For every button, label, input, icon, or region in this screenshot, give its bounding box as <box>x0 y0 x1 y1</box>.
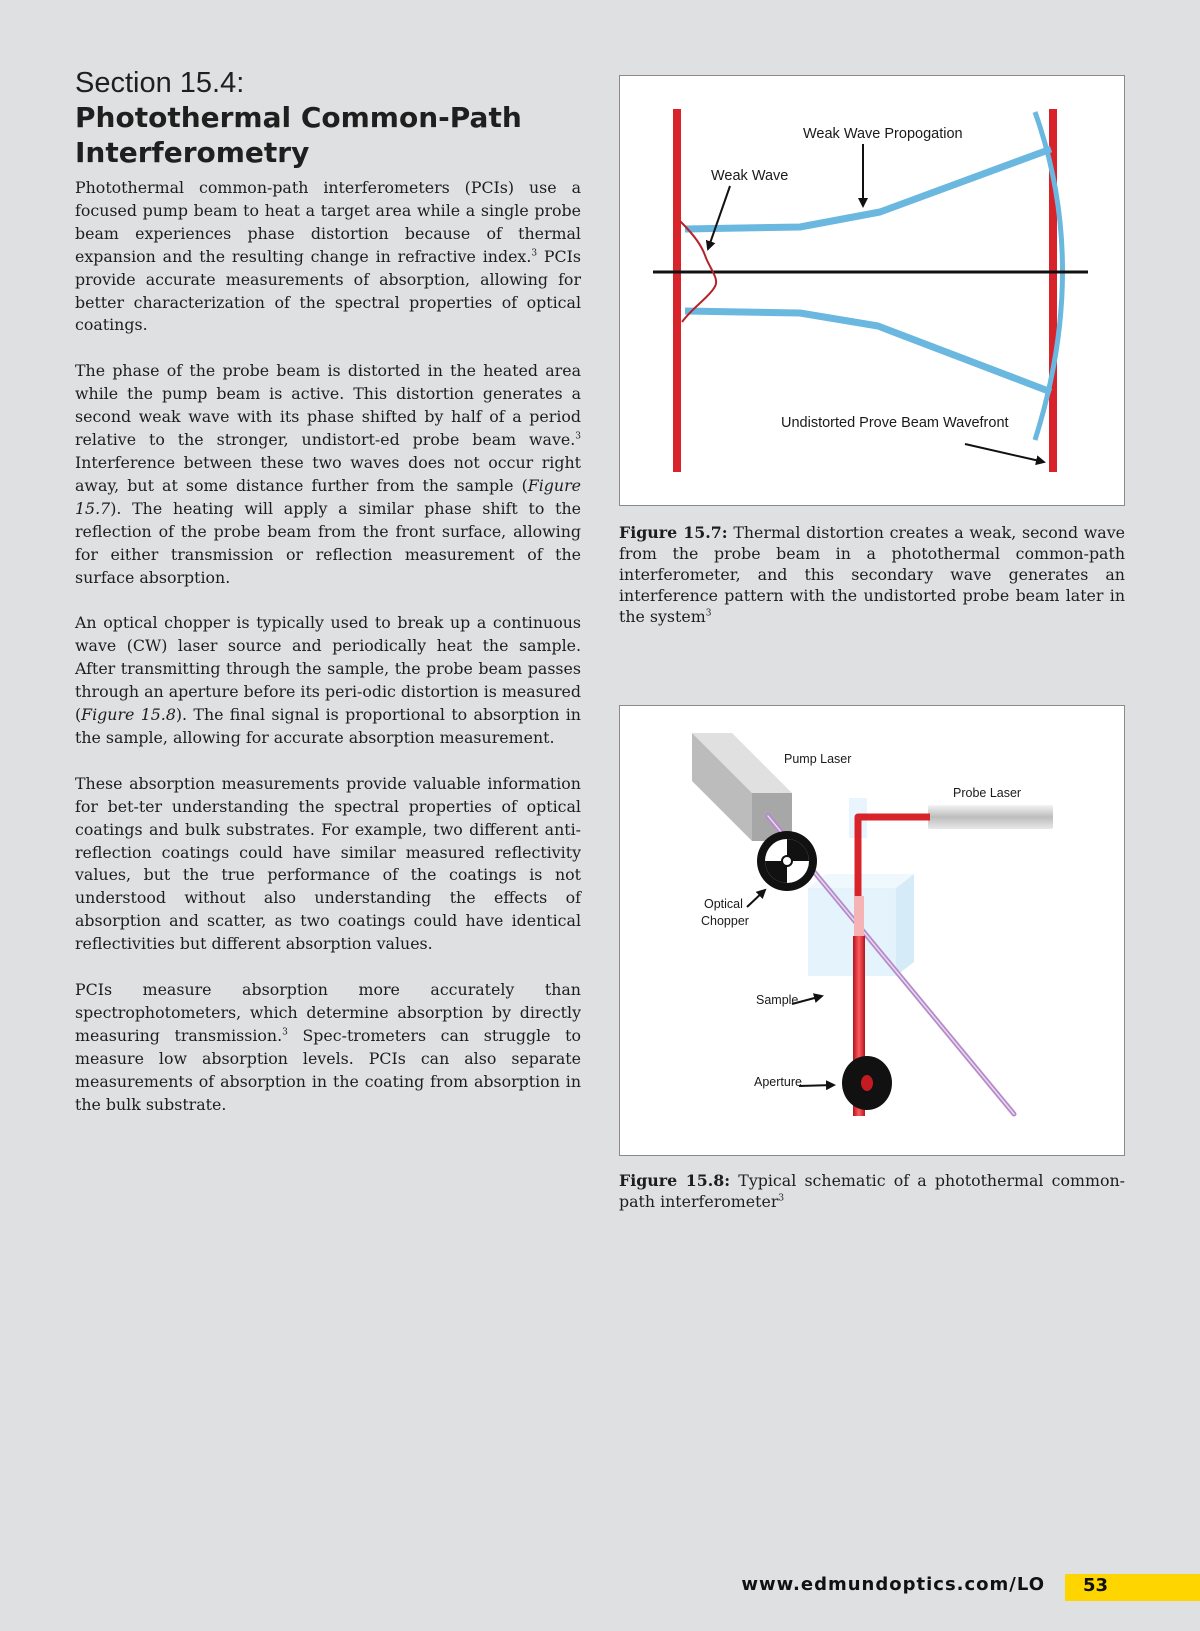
paragraph-5 <box>75 979 581 1116</box>
paragraph-4: These absorption measurements provide valuable information for bet-ter understanding the spectral properties of optical coatings and bulk substrates. For example, two different anti-reflection coatings could have similar measured reflectivity values, but the true performance of the coatings is not understood without also understanding the effects of absorption and scatter, as two coatings could have identical reflectivities but different absorption values. <box>75 773 581 954</box>
citation-superscript: 3 <box>575 431 581 442</box>
paragraph-2-text-a: The phase of the probe beam is distorted in the heated area while the pump beam is active. This distortion generates a second weak wave with its phase shifted by half of a period relative to the stronger, undistort-ed probe beam wave. <box>75 361 581 450</box>
upper-beam-edge <box>685 149 1051 229</box>
pump-laser-label: Pump Laser <box>784 752 852 766</box>
chopper-label: Chopper <box>701 914 749 928</box>
paragraph-2-text-c: ). The heating will apply a similar phase shift to the reflection of the probe beam from the front surface, allowing for either transmission or reflection measurement of the surface absorption. <box>75 498 581 587</box>
figure-15-8-diagram <box>619 705 1125 1156</box>
section-label: Section 15.4: <box>75 67 245 99</box>
paragraph-5-text-a: PCIs measure absorption more accurately than spectrophotometers, which determine absorption by directly measuring transmission. <box>75 980 581 1045</box>
paragraph-1 <box>75 177 581 337</box>
paragraph-2 <box>75 360 581 589</box>
weak-wave-arrow <box>708 186 730 249</box>
figure-15-7-caption <box>619 522 1125 627</box>
weak-wave-label: Weak Wave <box>711 168 789 184</box>
optical-chopper <box>757 831 817 891</box>
caption-text: Thermal distortion creates a weak, second wave from the probe beam in a photothermal common-path interferometer, and this secondary wave generates an interference pattern with the undistorted probe beam later in the system <box>619 523 1125 626</box>
citation-superscript: 3 <box>705 608 712 619</box>
lower-beam-edge <box>685 311 1051 392</box>
paragraph-1-text-a: Photothermal common-path interferometers (PCIs) use a focused pump beam to heat a target area while a single probe beam experiences phase distortion because of thermal expansion and the resulting change in refractive index. <box>75 178 581 266</box>
paragraph-2-text-b: Interference between these two waves does not occur right away, but at some distance further from the sample ( <box>75 452 581 495</box>
figure-reference: Figure 15.8 <box>81 705 176 725</box>
paragraph-5-text-b: Spec-trometers can struggle to measure low absorption levels. PCIs can also separate measurements of absorption in the coating from absorption in the bulk substrate. <box>75 1025 581 1114</box>
section-title: Photothermal Common-Path Interferometry <box>75 101 522 169</box>
probe-laser <box>928 805 1053 829</box>
page-number: 53 <box>1083 1575 1109 1596</box>
paragraph-1-text-b: PCIs provide accurate measurements of absorption, allowing for better characterization of the spectral properties of optical coatings. <box>75 246 581 335</box>
paragraph-3-text-b: ). The final signal is proportional to absorption in the sample, allowing for accurate absorption measurement. <box>75 705 581 747</box>
paragraph-3-text-a: An optical chopper is typically used to break up a continuous wave (CW) laser source and periodically heat the sample. After transmitting through the sample, the probe beam passes through an aperture before its peri-odic distortion is measured ( <box>75 613 581 725</box>
weak-wave-propagation-label: Weak Wave Propogation <box>803 126 963 142</box>
undistorted-arrow <box>965 444 1044 462</box>
main-text-column <box>75 66 581 1140</box>
figure-reference: Figure 15.7 <box>75 475 581 518</box>
figure-15-8-caption <box>619 1170 1125 1212</box>
citation-superscript: 3 <box>778 1193 785 1204</box>
aperture-label: Aperture <box>754 1075 802 1089</box>
undistorted-wavefront-label: Undistorted Prove Beam Wavefront <box>781 415 1009 431</box>
caption-label: Figure 15.8: <box>619 1171 731 1190</box>
citation-superscript: 3 <box>282 1027 288 1038</box>
caption-text: Typical schematic of a photothermal common-path interferometer <box>619 1171 1125 1211</box>
footer-url[interactable]: www.edmundoptics.com/LO <box>741 1574 1045 1595</box>
sample-label: Sample <box>756 993 799 1007</box>
optical-label: Optical <box>704 897 743 911</box>
paragraph-3 <box>75 612 581 749</box>
citation-superscript: 3 <box>531 248 538 259</box>
chopper-arrow <box>747 890 765 907</box>
aperture <box>842 1056 892 1110</box>
probe-beam-in-sample <box>854 896 864 936</box>
figure-15-7-diagram <box>619 75 1125 506</box>
caption-label: Figure 15.7: <box>619 523 728 542</box>
probe-laser-label: Probe Laser <box>953 786 1022 800</box>
aperture-arrow <box>799 1085 834 1086</box>
